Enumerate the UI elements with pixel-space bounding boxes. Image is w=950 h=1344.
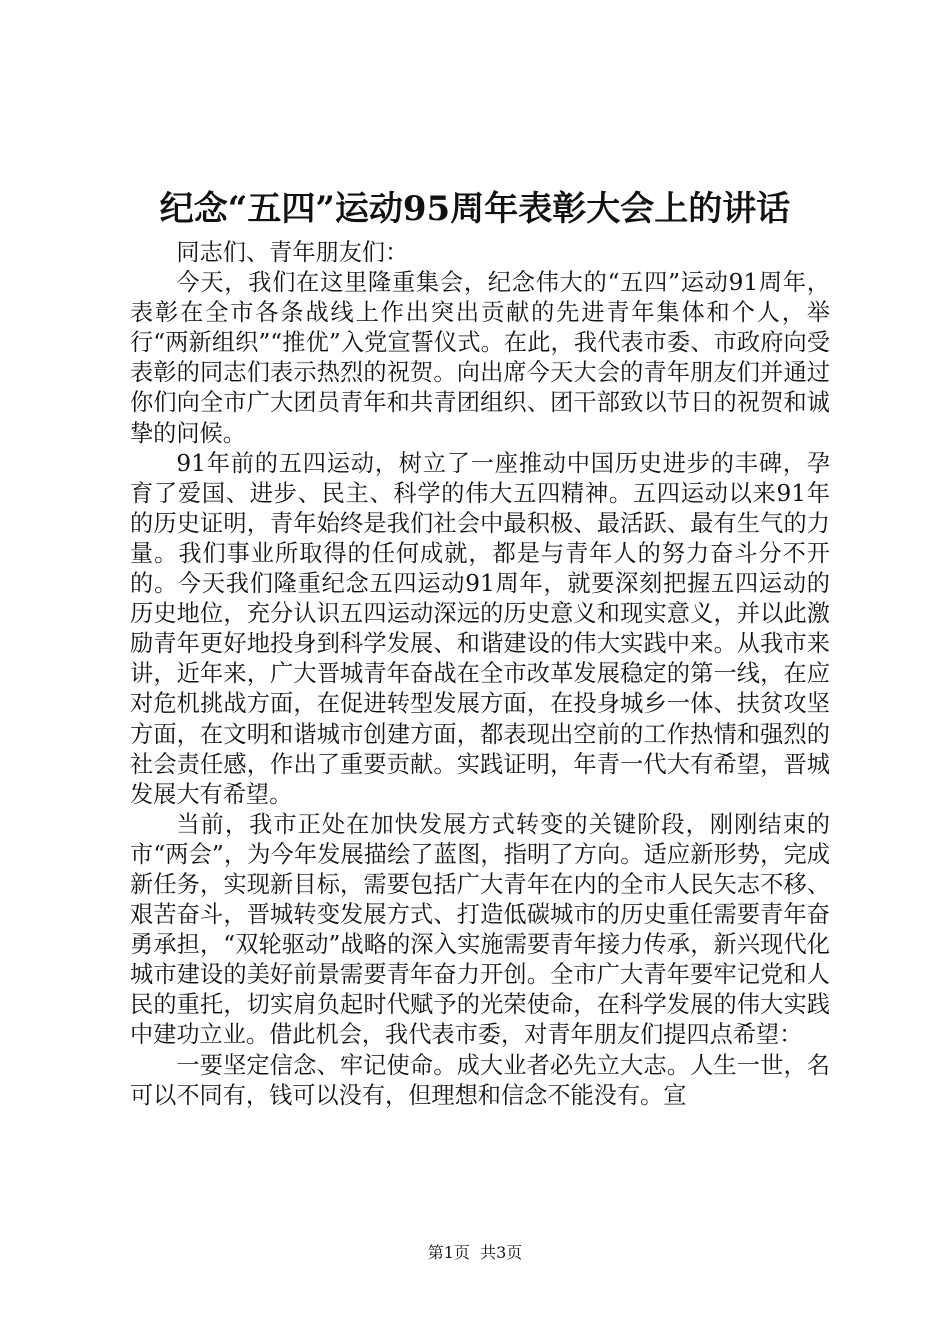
- body-paragraph: 91年前的五四运动，树立了一座推动中国历史进步的丰碑，孕育了爱国、进步、民主、科学的伟大五四精神。五四运动以来91年的历史证明，青年始终是我们社会中最积极、最活跃、最有生气的力量。我们事业所取得的任何成就，都是与青年人的努力奋斗分不开的。今天我们隆重纪念五四运动91周年，就要深刻把握五四运动的历史地位，充分认识五四运动深远的历史意义和现实意义，并以此激励青年更好地投身到科学发展、和谐建设的伟大实践中来。从我市来讲，近年来，广大晋城青年奋战在全市改革发展稳定的第一线，在应对危机挑战方面，在促进转型发展方面，在投身城乡一体、扶贫攻坚方面，在文明和谐城市创建方面，都表现出空前的工作热情和强烈的社会责任感，作出了重要贡献。实践证明，年青一代大有希望，晋城发展大有希望。: [130, 449, 830, 808]
- document-body: [130, 238, 830, 1111]
- body-paragraph: 一要坚定信念、牢记使命。成大业者必先立大志。人生一世，名可以不同有，钱可以没有，但理想和信念不能没有。宣: [130, 1051, 830, 1109]
- document-title: 纪念“五四”运动95周年表彰大会上的讲话: [159, 189, 791, 229]
- body-paragraph: 当前，我市正处在加快发展方式转变的关键阶段，刚刚结束的市“两会”，为今年发展描绘了蓝图，指明了方向。适应新形势，完成新任务，实现新目标，需要包括广大青年在内的全市人民矢志不移、艰苦奋斗，晋城转变发展方式、打造低碳城市的历史重任需要青年奋勇承担，“双轮驱动”战略的深入实施需要青年接力传承，新兴现代化城市建设的美好前景需要青年奋力开创。全市广大青年要牢记党和人民的重托，切实肩负起时代赋予的光荣使命，在科学发展的伟大实践中建功立业。借此机会，我代表市委，对青年朋友们提四点希望：: [130, 810, 830, 1049]
- salutation-paragraph: 同志们、青年朋友们：: [176, 239, 409, 266]
- page-footer: 第1页 共3页: [427, 1243, 523, 1262]
- body-paragraph: 今天，我们在这里隆重集会，纪念伟大的“五四”运动91周年，表彰在全市各条战线上作出突出贡献的先进青年集体和个人，举行“两新组织”“推优”入党宣誓仪式。在此，我代表市委、市政府向受表彰的同志们表示热烈的祝贺。向出席今天大会的青年朋友们并通过你们向全市广大团员青年和共青团组织、团干部致以节日的祝贺和诚挚的问候。: [130, 269, 830, 447]
